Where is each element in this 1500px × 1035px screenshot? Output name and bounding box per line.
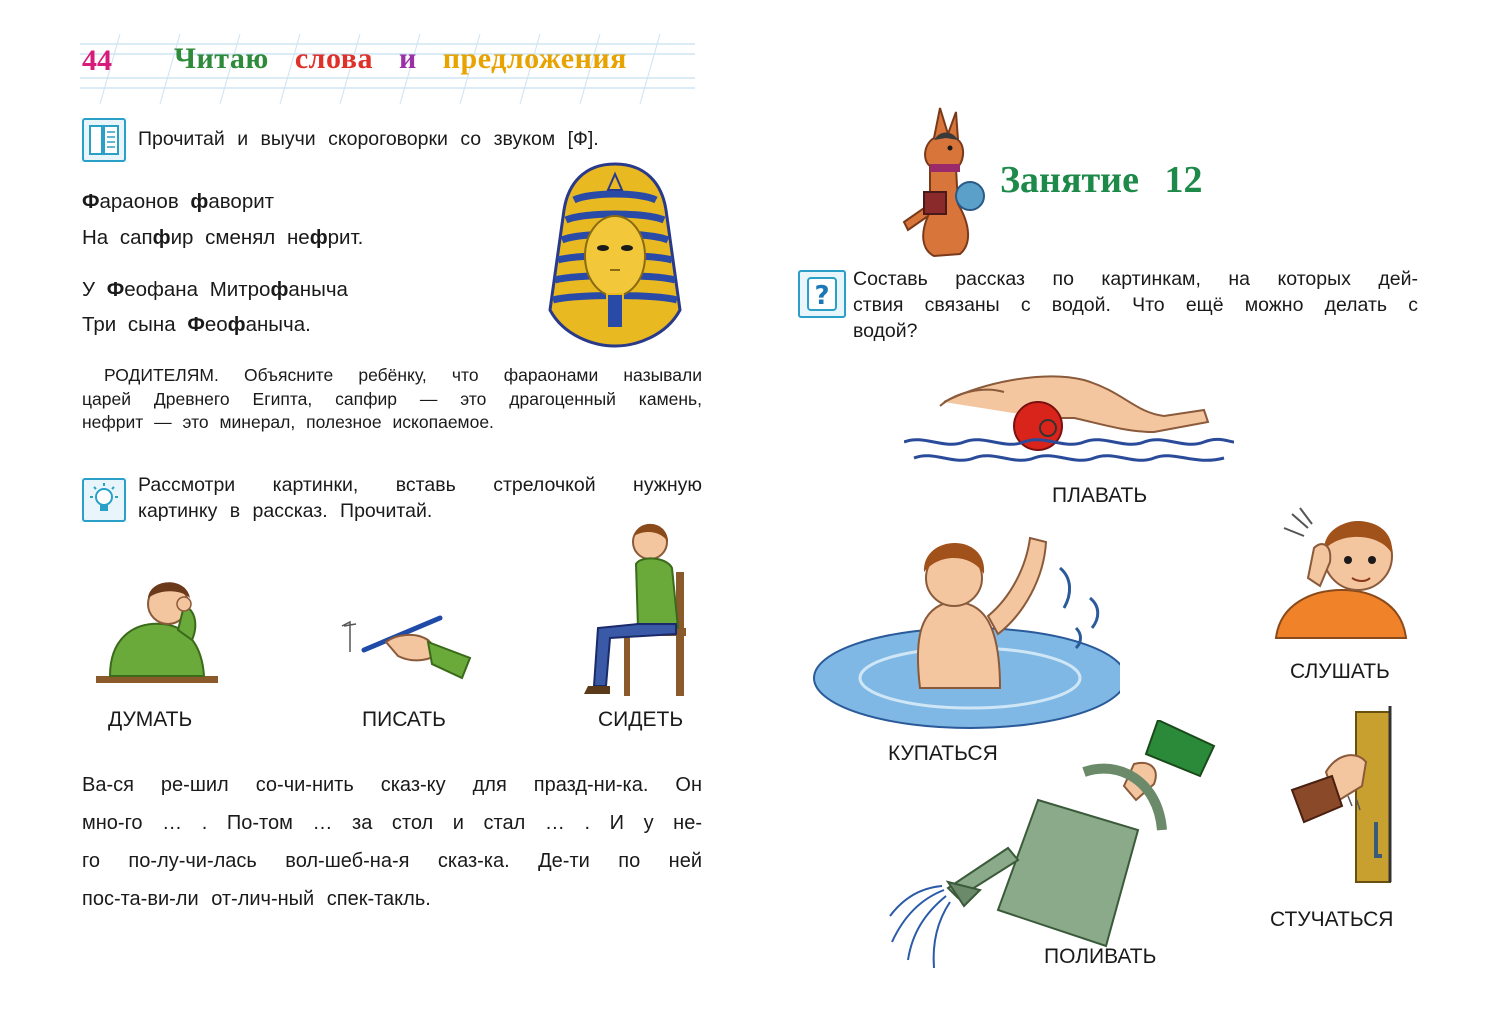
parents-note — [82, 364, 702, 435]
story-line: мно-го … . По-том … за стол и стал … . И у не- — [82, 812, 702, 834]
lesson-instruction — [853, 266, 1418, 344]
story-line: пос-та-ви-ли от-лич-ный спек-такль. — [82, 888, 431, 910]
picture-label-bathe: КУПАТЬСЯ — [888, 742, 998, 765]
thinking-boy-icon — [96, 566, 220, 690]
verse2-line2: Три сына Феофаныча. — [82, 313, 311, 336]
lesson-instruction-line: Составь рассказ по картинкам, на которых дей- — [853, 268, 1418, 290]
question-icon — [798, 270, 846, 318]
watering-can-icon — [888, 720, 1218, 972]
task2-instruction-line: Рассмотри картинки, вставь стрелочкой нужную — [138, 474, 702, 496]
task1-instruction: Прочитай и выучи скороговорки со звуком [Ф]. — [138, 128, 599, 150]
lightbulb-icon — [82, 478, 126, 522]
pharaoh-mask-icon — [544, 160, 686, 348]
picture-label-write: ПИСАТЬ — [362, 708, 446, 731]
lesson-instruction-line: ствия связаны с водой. Что ещё можно делать с — [853, 294, 1418, 316]
parents-note-line: царей Древнего Египта, сапфир — это драгоценный камень, — [82, 388, 702, 409]
picture-label-sit: СИДЕТЬ — [598, 708, 684, 731]
svg-text:?: ? — [814, 281, 830, 311]
swimmer-icon — [904, 362, 1234, 474]
parents-note-line: РОДИТЕЛЯМ. Объясните ребёнку, что фараонами называли — [104, 365, 702, 385]
lesson-instruction-line: водой? — [853, 320, 918, 342]
page-title — [174, 42, 627, 76]
picture-label-knock: СТУЧАТЬСЯ — [1270, 908, 1394, 931]
parents-note-line: нефрит — это минерал, полезное ископаемое. — [82, 412, 494, 432]
story-line: Ва-ся ре-шил со-чи-нить сказ-ку для празд-ни-ка. Он — [82, 774, 702, 796]
picture-label-think: ДУМАТЬ — [108, 708, 193, 731]
story-text — [82, 766, 702, 918]
title-word-3: и — [398, 42, 417, 75]
picture-label-water: ПОЛИВАТЬ — [1044, 945, 1157, 968]
verse2-line1: У Феофана Митрофаныча — [82, 278, 348, 301]
bathing-boy-icon — [810, 528, 1120, 732]
sitting-boy-icon — [580, 516, 700, 700]
title-word-4: предложения — [442, 42, 627, 75]
verse1-line2: На сапфир сменял нефрит. — [82, 226, 364, 249]
story-line: го по-лу-чи-лась вол-шеб-на-я сказ-ка. Де-ти по ней — [82, 850, 702, 872]
kangaroo-icon — [900, 104, 996, 260]
task2-instruction-line: картинку в рассказ. Прочитай. — [138, 500, 433, 522]
title-word-1: Читаю — [174, 42, 269, 75]
writing-hand-icon — [336, 612, 476, 682]
page-number: 44 — [82, 44, 112, 77]
verse1-line1: Фараонов фаворит — [82, 190, 275, 213]
title-word-2: слова — [294, 42, 373, 75]
lesson-title: Занятие 12 — [1000, 159, 1203, 201]
listening-boy-icon — [1272, 504, 1408, 644]
picture-label-swim: ПЛАВАТЬ — [1052, 484, 1148, 507]
knocking-hand-icon — [1286, 706, 1398, 890]
picture-label-listen: СЛУШАТЬ — [1290, 660, 1390, 683]
book-icon — [82, 118, 126, 162]
